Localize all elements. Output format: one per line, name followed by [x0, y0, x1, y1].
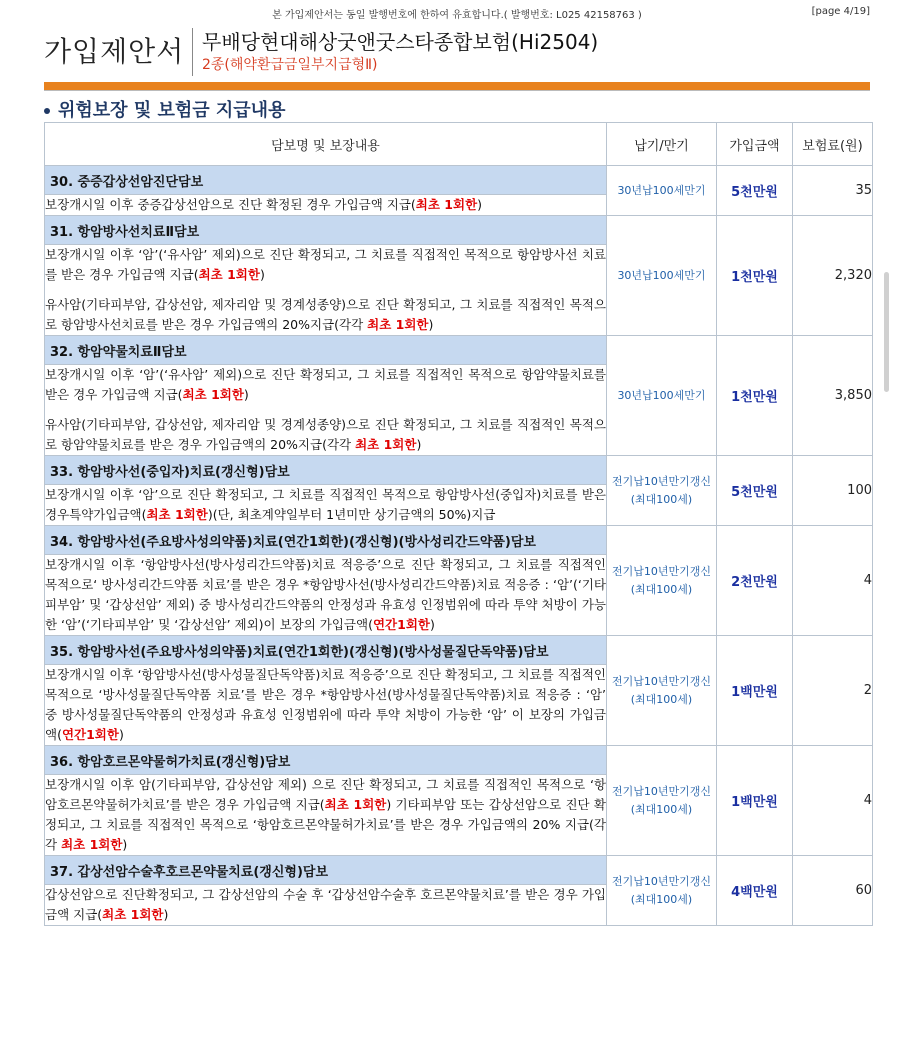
description-paragraph [45, 555, 606, 635]
coverage-premium: 3,850 [793, 336, 873, 456]
section-heading-text: 위험보장 및 보험금 지급내용 [58, 100, 286, 121]
coverage-amount: 1백만원 [717, 746, 793, 856]
limit-highlight: 최초 1회한 [61, 837, 123, 852]
description-text: ) [428, 317, 434, 332]
description-text: ) [118, 727, 124, 742]
bullet-icon [44, 108, 50, 114]
description-text: 보장개시일 이후 중증갑상선암으로 진단 확정된 경우 가입금액 지급( [45, 197, 416, 212]
coverage-description [45, 775, 607, 856]
description-text: 보장개시일 이후 ‘암’(‘유사암’ 제외)으로 진단 확정되고, 그 치료를 직접적인 목적으로 항암약물치료를 받은 경우 가입금액 지급( [45, 367, 606, 402]
paragraph-gap [45, 285, 606, 295]
coverage-term: 전기납10년만기갱신(최대100세) [607, 746, 717, 856]
section-heading [44, 96, 285, 122]
coverage-title: 34. 항암방사선(주요방사성의약품)치료(연간1회한)(갱신형)(방사성리간드약품)담보 [45, 526, 607, 555]
coverage-title-row [45, 456, 873, 485]
coverage-amount: 1천만원 [717, 216, 793, 336]
coverage-description [45, 365, 607, 456]
coverage-premium: 2 [793, 636, 873, 746]
coverage-amount: 5천만원 [717, 456, 793, 526]
page-number: [page 4/19] [811, 6, 870, 17]
coverage-description [45, 245, 607, 336]
coverage-term: 30년납100세만기 [607, 336, 717, 456]
product-name: 무배당현대해상굿앤굿스타종합보험(Hi2504) [202, 30, 599, 54]
coverage-title: 35. 항암방사선(주요방사성의약품)치료(연간1회한)(갱신형)(방사성물질단독약품)담보 [45, 636, 607, 665]
description-text: 보장개시일 이후 ‘항암방사선(방사성리간드약품)치료 적응증’으로 진단 확정되고, 그 치료를 직접적인 목적으로‘ 방사성리간드약품 치료’를 받은 경우 *항암방사선(방사성리간드약품)치료 적응증 : ‘암’(‘기타피부암’ 및 ‘갑상선암’ 제외) 중 방사성리간드약품의 안정성과 유효성 인정범위에 따라 투약 처방이 가능한 ‘암’(‘기타피부암’ 및 ‘갑상선암’ 제외)이 보장의 가입금액( [45, 557, 606, 632]
paragraph-gap [45, 405, 606, 415]
table-header-row [45, 123, 873, 166]
limit-highlight: 최초 1회한 [415, 197, 478, 212]
limit-highlight: 연간1회한 [372, 617, 430, 632]
scrollbar[interactable] [884, 272, 889, 392]
coverage-premium: 60 [793, 856, 873, 926]
title-divider [192, 28, 193, 76]
coverage-term: 전기납10년만기갱신(최대100세) [607, 636, 717, 746]
description-text: 유사암(기타피부암, 갑상선암, 제자리암 및 경계성종양)으로 진단 확정되고, 그 치료를 직접적인 목적으로 항암약물치료를 받은 경우 가입금액의 20%지급(각각 [45, 417, 606, 452]
coverage-title: 32. 항암약물치료Ⅱ담보 [45, 336, 607, 365]
product-subtype: 2종(해약환급금일부지급형Ⅱ) [202, 57, 378, 73]
coverage-amount: 5천만원 [717, 166, 793, 216]
coverage-description [45, 195, 607, 216]
description-paragraph [45, 295, 606, 335]
coverage-premium: 100 [793, 456, 873, 526]
description-paragraph [45, 885, 606, 925]
description-paragraph [45, 665, 606, 745]
coverage-title: 36. 항암호르몬약물허가치료(갱신형)담보 [45, 746, 607, 775]
coverage-term: 전기납10년만기갱신(최대100세) [607, 456, 717, 526]
description-text: ) [416, 437, 422, 452]
description-paragraph [45, 245, 606, 285]
coverage-title-row [45, 636, 873, 665]
coverage-description [45, 665, 607, 746]
coverage-term: 30년납100세만기 [607, 216, 717, 336]
description-text: ) [429, 617, 435, 632]
coverage-amount: 1천만원 [717, 336, 793, 456]
coverage-title: 37. 갑상선암수술후호르몬약물치료(갱신형)담보 [45, 856, 607, 885]
column-header-amount: 가입금액 [717, 123, 793, 166]
coverage-amount: 2천만원 [717, 526, 793, 636]
description-text: 보장개시일 이후 ‘항암방사선(방사성물질단독약품)치료 적응증’으로 진단 확정되고, 그 치료를 직접적인 목적으로 ‘방사성물질단독약품 치료’를 받은 경우 *항암방사선(방사성물질단독약품)치료 적응증 : ‘암’ 중 방사성물질단독약품의 안정성과 유효성 인정범위에 따라 투약 처방이 가능한 ‘암’ 이 보장의 가입금액( [45, 667, 606, 742]
coverage-title: 33. 항암방사선(중입자)치료(갱신형)담보 [45, 456, 607, 485]
coverage-title-row [45, 336, 873, 365]
header-accent-bar [44, 82, 870, 90]
column-header-term: 납기/만기 [607, 123, 717, 166]
document-title: 가입제안서 [44, 35, 185, 68]
column-header-premium: 보험료(원) [793, 123, 873, 166]
description-text: 보장개시일 이후 ‘암’으로 진단 확정되고, 그 치료를 직접적인 목적으로 항암방사선(중입자)치료를 받은 경우특약가입금액( [45, 487, 606, 522]
coverage-amount: 1백만원 [717, 636, 793, 746]
description-paragraph [45, 195, 606, 215]
description-text: 보장개시일 이후 ‘암’(‘유사암’ 제외)으로 진단 확정되고, 그 치료를 직접적인 목적으로 항암방사선 치료를 받은 경우 가입금액 지급( [45, 247, 606, 282]
description-text: 갑상선암으로 진단확정되고, 그 갑상선암의 수술 후 ‘갑상선암수술후 호르몬약물치료’를 받은 경우 가입금액 지급( [45, 887, 606, 922]
limit-highlight: 연간1회한 [61, 727, 119, 742]
coverage-premium: 4 [793, 746, 873, 856]
coverage-title-row [45, 856, 873, 885]
coverage-title-row [45, 526, 873, 555]
coverage-premium: 35 [793, 166, 873, 216]
description-paragraph [45, 415, 606, 455]
limit-highlight: 최초 1회한 [324, 797, 387, 812]
coverage-amount: 4백만원 [717, 856, 793, 926]
coverage-term: 전기납10년만기갱신(최대100세) [607, 856, 717, 926]
description-text: 보장개시일 이후 암(기타피부암, 갑상선암 제외) 으로 진단 확정되고, 그 치료를 직접적인 목적으로 ‘항암호르몬약물허가치료’를 받은 경우 가입금액 지급( [45, 777, 606, 812]
limit-highlight: 최초 1회한 [102, 907, 164, 922]
description-text: ) [259, 267, 265, 282]
coverage-premium: 4 [793, 526, 873, 636]
coverage-table [44, 122, 873, 926]
description-text: ) [477, 197, 483, 212]
limit-highlight: 최초 1회한 [182, 387, 244, 402]
coverage-title-row [45, 746, 873, 775]
coverage-description [45, 555, 607, 636]
description-text: ) 기타피부암 또는 갑상선암으로 진단 확정되고, 그 치료를 직접적인 목적으로 ‘항암호르몬약물허가치료’를 받은 경우 가입금액의 20% 지급(각각 [45, 797, 606, 852]
coverage-premium: 2,320 [793, 216, 873, 336]
header-rule [44, 90, 870, 91]
description-paragraph [45, 365, 606, 405]
coverage-term: 전기납10년만기갱신(최대100세) [607, 526, 717, 636]
description-text: 유사암(기타피부암, 갑상선암, 제자리암 및 경계성종양)으로 진단 확정되고, 그 치료를 직접적인 목적으로 항암방사선치료를 받은 경우 가입금액의 20%지급(각각 [45, 297, 606, 332]
coverage-rows [45, 166, 873, 926]
description-paragraph [45, 485, 606, 525]
coverage-title-row [45, 166, 873, 195]
coverage-description [45, 885, 607, 926]
coverage-title: 30. 중증갑상선암진단담보 [45, 166, 607, 195]
description-text: ) [122, 837, 128, 852]
description-text: ) [243, 387, 249, 402]
limit-highlight: 최초 1회한 [198, 267, 260, 282]
validity-notice: 본 가입제안서는 동일 발행번호에 한하여 유효합니다.( 발행번호: L025 42158763 ) [272, 10, 642, 21]
coverage-description [45, 485, 607, 526]
limit-highlight: 최초 1회한 [367, 317, 429, 332]
limit-highlight: 최초 1회한 [355, 437, 417, 452]
description-text: ) [163, 907, 169, 922]
coverage-term: 30년납100세만기 [607, 166, 717, 216]
coverage-title-row [45, 216, 873, 245]
description-paragraph [45, 775, 606, 855]
limit-highlight: 최초 1회한 [146, 507, 208, 522]
coverage-title: 31. 항암방사선치료Ⅱ담보 [45, 216, 607, 245]
description-text: )(단, 최초계약일부터 1년미만 상기금액의 50%)지급 [207, 507, 496, 522]
column-header-name: 담보명 및 보장내용 [45, 123, 607, 166]
